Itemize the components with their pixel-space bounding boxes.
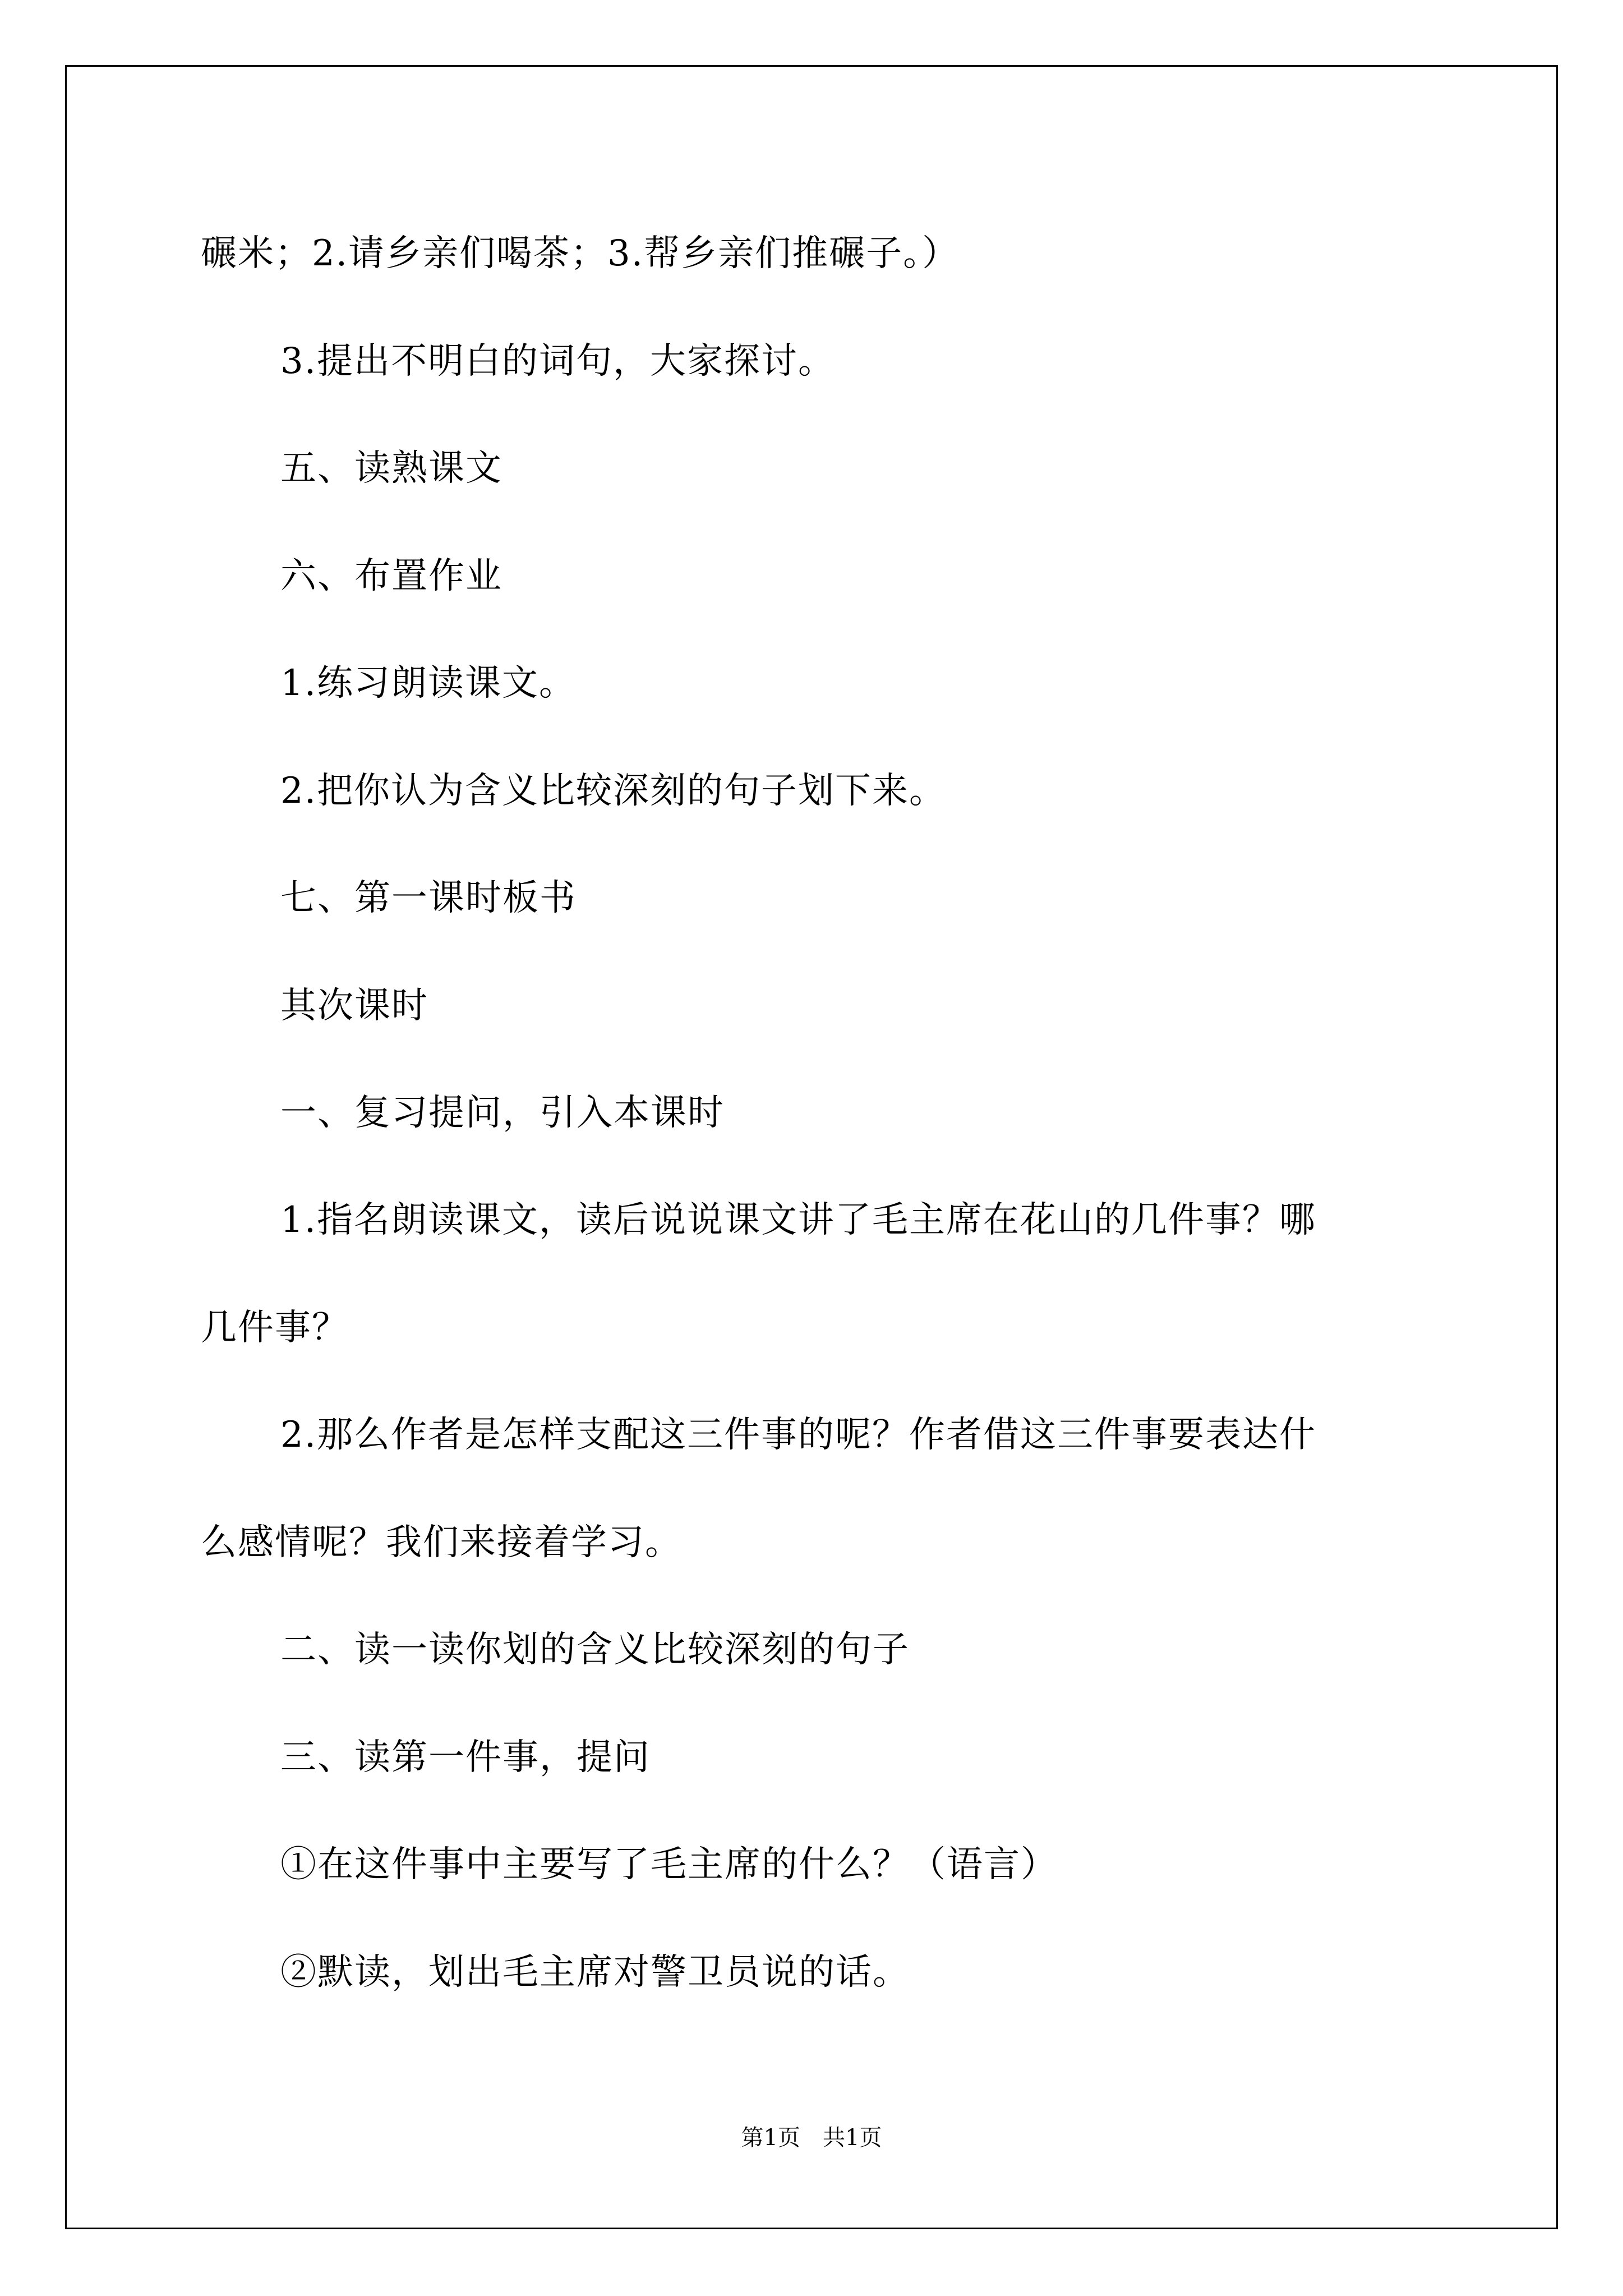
- paragraph-line: 碾米；2.请乡亲们喝茶；3.帮乡亲们推碾子。）: [201, 233, 960, 274]
- section-heading: 五、读熟课文: [280, 448, 502, 489]
- section-heading: 三、读第一件事，提问: [280, 1737, 651, 1778]
- paragraph-line: 么感情呢？我们来接着学习。: [201, 1522, 682, 1563]
- paragraph-line: 1.指名朗读课文，读后说说课文讲了毛主席在花山的几件事？哪: [280, 1199, 1317, 1241]
- paragraph-line: 2.那么作者是怎样支配这三件事的呢？作者借这三件事要表达什: [280, 1414, 1317, 1456]
- paragraph-line: 2.把你认为含义比较深刻的句子划下来。: [280, 770, 947, 812]
- paragraph-line: 1.练习朗读课文。: [280, 662, 577, 704]
- section-heading: 六、布置作业: [280, 555, 502, 597]
- paragraph-line: ①在这件事中主要写了毛主席的什么？（语言）: [280, 1844, 1058, 1885]
- page-number-footer: 第1页 共1页: [741, 2125, 882, 2151]
- paragraph-line: 3.提出不明白的词句，大家探讨。: [280, 341, 836, 382]
- paragraph-line: ②默读，划出毛主席对警卫员说的话。: [280, 1952, 910, 1993]
- section-heading: 其次课时: [280, 985, 428, 1027]
- section-heading: 二、读一读你划的含义比较深刻的句子: [280, 1629, 910, 1671]
- section-heading: 一、复习提问，引入本课时: [280, 1092, 725, 1134]
- paragraph-line: 几件事？: [201, 1307, 349, 1349]
- section-heading: 七、第一课时板书: [280, 877, 577, 919]
- page-frame: [65, 65, 1558, 2229]
